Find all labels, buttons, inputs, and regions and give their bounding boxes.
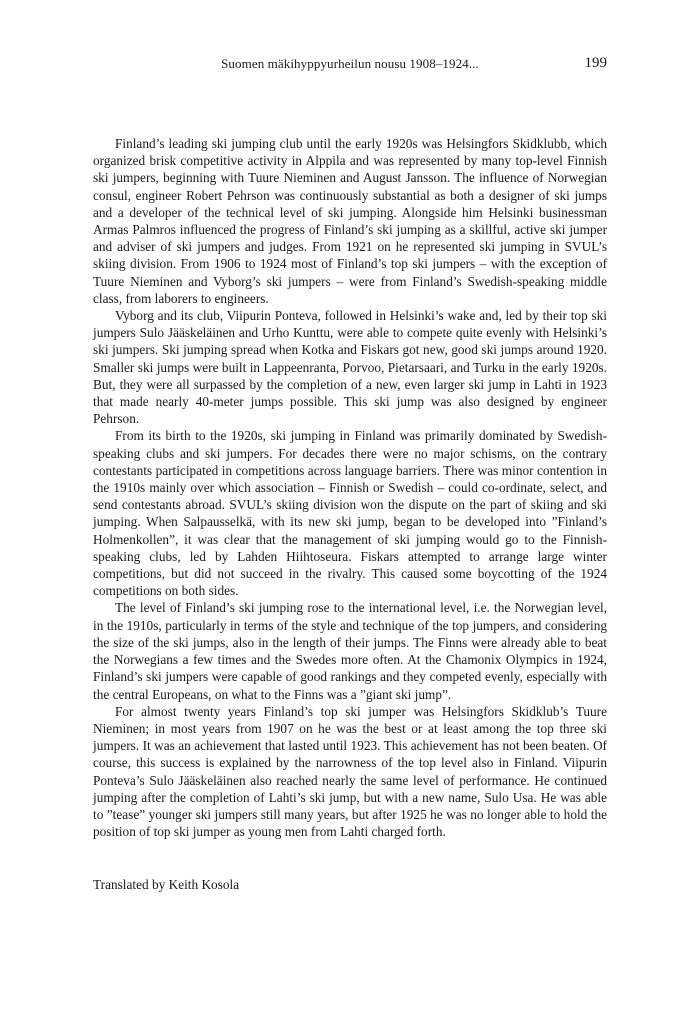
paragraph: From its birth to the 1920s, ski jumping in Finland was primarily dominated by Swedish-speaking clubs and ski jumpers. For decades there were no major schisms, on the contrary contestants participated in competitions across language barriers. There was minor contention in the 1910s mainly over which association – Finnish or Swedish – could co-ordinate, select, and send contestants abroad. SVUL’s skiing division won the dispute on the part of skiing and ski jumping. When Salpausselkä, with its new ski jump, began to be developed into ”Finland’s Holmenkollen”, it was clear that the management of ski jumping would go to the Finnish-speaking clubs, led by Lahden Hiihtoseura. Fiskars attempted to arrange large winter competitions, but did not succeed in the rivalry. This caused some boycotting of the 1924 competitions on both sides. [93, 428, 607, 599]
running-title: Suomen mäkihyppyurheilun nousu 1908–1924... [221, 56, 479, 71]
paragraph: Vyborg and its club, Viipurin Ponteva, followed in Helsinki’s wake and, led by their top ski jumpers Sulo Jääskeläinen and Urho Kunttu, were able to compete quite evenly with Helsinki’s ski jumpers. Ski jumping spread when Kotka and Fiskars got new, good ski jumps around 1920. Smaller ski jumps were built in Lappeenranta, Porvoo, Pietarsaari, and Turku in the early 1920s. But, they were all surpassed by the completion of a new, even larger ski jump in Lahti in 1923 that made nearly 40-meter jumps possible. This ski jump was also designed by engineer Pehrson. [93, 308, 607, 427]
paragraph: The level of Finland’s ski jumping rose to the international level, i.e. the Norwegian level, in the 1910s, particularly in terms of the style and technique of the top jumpers, and considering the size of the ski jumps, also in the length of their jumps. The Finns were already able to beat the Norwegians a few times and the Swedes more often. At the Chamonix Olympics in 1924, Finland’s ski jumpers were capable of good rankings and they competed evenly, especially with the central Europeans, on what to the Finns was a ”giant ski jump”. [93, 600, 607, 702]
translator-credit: Translated by Keith Kosola [93, 877, 240, 892]
page-header [93, 54, 607, 74]
article-body [93, 135, 607, 840]
paragraph: Finland’s leading ski jumping club until the early 1920s was Helsingfors Skidklubb, which organized brisk competitive activity in Alppila and was represented by many top-level Finnish ski jumpers, beginning with Tuure Nieminen and August Jansson. The influence of Norwegian consul, engineer Robert Pehrson was continuously substantial as both a designer of ski jumps and a developer of the technical level of ski jumping. Alongside him Helsinki businessman Armas Palmros influenced the progress of Finland’s ski jumping as a skillful, active ski jumper and adviser of ski jumpers and judges. From 1921 on he represented ski jumping in SVUL’s skiing division. From 1906 to 1924 most of Finland’s top ski jumpers – with the exception of Tuure Nieminen and Vyborg’s ski jumpers – were from Finland’s Swedish-speaking middle class, from laborers to engineers. [93, 136, 607, 306]
paragraph: For almost twenty years Finland’s top ski jumper was Helsingfors Skidklub’s Tuure Nieminen; in most years from 1907 on he was the best or at least among the top three ski jumpers. It was an achievement that lasted until 1923. This achievement has not been beaten. Of course, this success is explained by the narrowness of the top level also in Finland. Viipurin Ponteva’s Sulo Jääskeläinen also reached nearly the same level of performance. He continued jumping after the completion of Lahti’s ski jump, but with a new name, Sulo Usa. He was able to ”tease” younger ski jumpers still many years, but after 1925 he was no longer able to hold the position of top ski jumper as young men from Lahti charged forth. [93, 703, 607, 840]
page-number: 199 [584, 55, 607, 71]
